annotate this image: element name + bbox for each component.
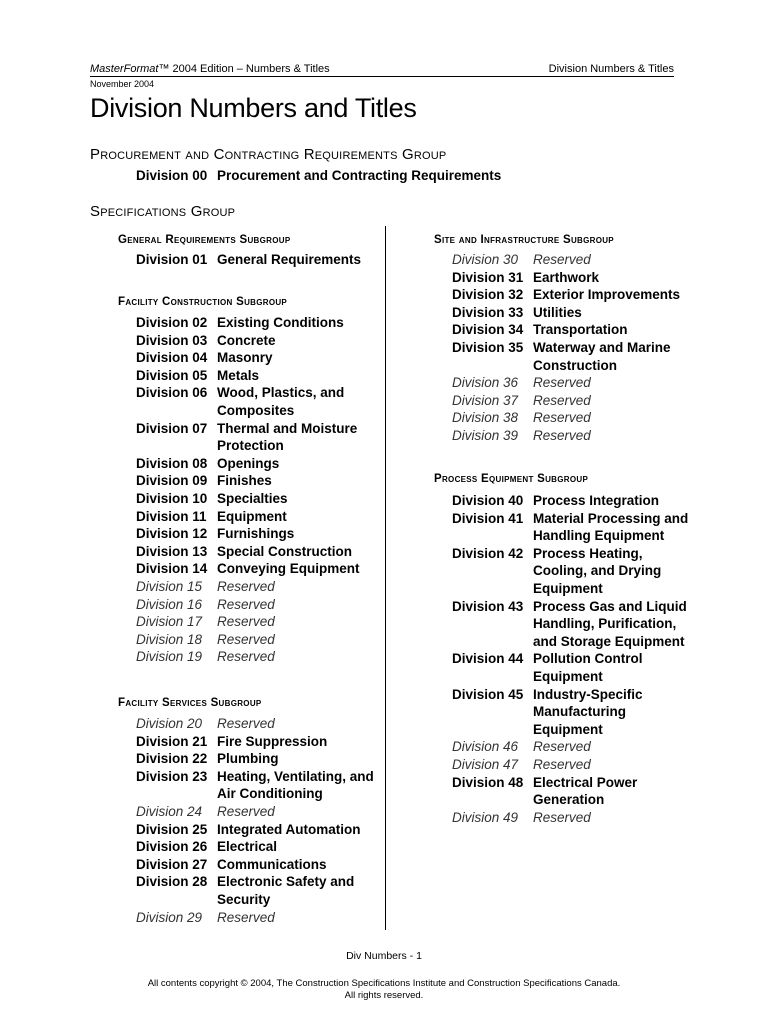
division-number: Division 48 [452,774,524,790]
division-row [136,490,376,508]
division-title: Utilities [533,304,582,320]
division-number: Division 11 [136,508,207,524]
division-number: Division 35 [452,340,524,355]
division-title: Electronic Safety and [217,874,355,890]
subgroup-heading-facility-services: Facility Services Subgroup [118,697,262,709]
division-row [136,596,376,614]
division-row [452,510,692,545]
division-row [136,648,376,666]
division-title: Composites [217,402,295,418]
division-title: Pollution Control [533,651,643,667]
division-number: Division 38 [452,410,519,426]
division-title: Process Gas and Liquid [533,598,687,614]
division-number: Division 02 [136,315,208,330]
division-title: General Requirements [217,252,362,267]
division-row [136,251,376,269]
page-title: Division Numbers and Titles [90,93,417,123]
header-section-title: Division Numbers & Titles [548,63,674,75]
division-number: Division 14 [136,561,208,577]
division-title: Transportation [533,322,628,338]
division-title: Waterway and Marine [533,340,671,355]
division-row [452,286,692,304]
division-row [136,613,376,631]
division-row [452,756,692,774]
division-number: Division 34 [452,322,524,338]
division-title: Protection [217,438,284,454]
division-number: Division 46 [452,739,519,755]
division-title: Reserved [217,649,275,665]
division-row [452,774,692,809]
division-number: Division 26 [136,839,208,855]
division-title: Openings [217,455,280,471]
division-title: Reserved [533,392,591,408]
division-row [452,409,692,427]
division-row [136,314,376,332]
header-date: November 2004 [90,79,155,89]
division-title: Fire Suppression [217,733,328,749]
division-title: Conveying Equipment [217,561,360,577]
division-title: Reserved [533,757,591,772]
division-number: Division 21 [136,733,208,749]
division-title: Reserved [217,579,275,594]
division-title: Construction [533,357,617,373]
division-title: Finishes [217,473,272,489]
division-row [136,455,376,473]
division-title: Metals [217,367,260,383]
division-title: Equipment [217,508,287,524]
division-number: Division 36 [452,375,519,391]
division-number: Division 28 [136,874,208,890]
division-title: Electrical [217,839,278,855]
division-row [136,821,376,839]
column-divider [385,226,386,930]
division-title: Equipment [533,668,603,684]
division-title: Reserved [533,809,591,825]
division-title: Reserved [217,909,275,925]
division-title: Procurement and Contracting Requirements [217,168,502,183]
division-title: Plumbing [217,751,279,767]
division-title: Handling, Purification, [533,616,677,632]
division-number: Division 16 [136,596,203,612]
division-number: Division 37 [452,392,519,408]
division-number: Division 30 [452,252,519,267]
division-number: Division 18 [136,631,203,647]
division-title: Process Heating, [533,545,643,561]
division-title: Existing Conditions [217,315,344,330]
header-rule [90,76,674,77]
division-title: Security [217,891,271,907]
division-title: Reserved [217,631,275,647]
division-title: Reserved [533,252,591,267]
division-row [136,349,376,367]
division-title: Masonry [217,350,273,366]
division-number: Division 12 [136,526,208,542]
division-row [452,598,692,651]
division-row [452,650,692,685]
division-number: Division 03 [136,332,208,348]
division-row [136,856,376,874]
division-title: Electrical Power [533,774,638,790]
division-row [136,560,376,578]
division-number: Division 07 [136,420,208,436]
division-number: Division 27 [136,856,208,872]
rights-line: All rights reserved. [344,990,424,1001]
division-row [136,578,376,596]
division-row [452,374,692,392]
division-title: Process Integration [533,493,660,508]
division-row [136,472,376,490]
division-number: Division 47 [452,757,519,772]
division-title: Equipment [533,580,603,596]
division-title: Specialties [217,491,288,506]
division-row [136,420,376,455]
division-row [136,838,376,856]
copyright-line: All contents copyright © 2004, The Construction Specifications Institute and Construction Specifications Canada. [147,978,621,989]
division-title: Reserved [217,614,275,630]
division-row [136,803,376,821]
division-number: Division 13 [136,543,208,559]
division-row [452,392,692,410]
header-edition-text: 2004 Edition – Numbers & Titles [169,63,330,75]
division-number: Division 41 [452,510,524,526]
header-edition [90,63,330,75]
division-row [136,631,376,649]
copyright-notice [0,978,768,1002]
division-title: Thermal and Moisture [217,420,358,436]
division-row [136,367,376,385]
division-number: Division 44 [452,651,524,667]
division-number: Division 22 [136,751,208,767]
division-title: Concrete [217,332,276,348]
division-title: Material Processing and [533,510,689,526]
division-title: Special Construction [217,543,353,559]
division-number: Division 23 [136,768,208,784]
division-number: Division 39 [452,428,519,443]
division-title: Handling Equipment [533,528,665,544]
division-row [136,768,376,803]
group-heading-procurement: Procurement and Contracting Requirements Group [90,146,447,163]
division-row [136,508,376,526]
division-row [452,251,692,269]
division-number: Division 25 [136,821,208,837]
division-number: Division 01 [136,252,208,267]
division-row [452,269,692,287]
group-heading-specifications: Specifications Group [90,203,236,220]
division-title: Cooling, and Drying [533,563,662,579]
division-title: Industry-Specific [533,686,643,702]
division-row [136,332,376,350]
division-title: Reserved [217,804,275,819]
division-row [136,167,502,185]
division-number: Division 05 [136,367,208,383]
division-number: Division 40 [452,493,524,508]
division-number: Division 45 [452,686,524,702]
division-number: Division 19 [136,649,203,665]
division-row [136,750,376,768]
division-title: and Storage Equipment [533,633,685,649]
subgroup-heading-general: General Requirements Subgroup [118,234,291,246]
division-number: Division 20 [136,716,203,731]
division-row [452,427,692,445]
division-title: Heating, Ventilating, and [217,768,374,784]
division-title: Communications [217,856,327,872]
subgroup-heading-facility-construction: Facility Construction Subgroup [118,296,288,308]
subgroup-heading-process-equipment: Process Equipment Subgroup [434,473,589,485]
division-title: Exterior Improvements [533,287,681,303]
division-number: Division 24 [136,804,203,819]
division-title: Generation [533,792,605,808]
division-row [452,339,692,374]
division-row [452,686,692,739]
division-title: Wood, Plastics, and [217,385,345,401]
division-number: Division 32 [452,287,524,303]
division-title: Reserved [533,739,591,755]
division-row [452,492,692,510]
division-row [136,715,376,733]
division-row [452,545,692,598]
division-number: Division 15 [136,579,203,594]
division-number: Division 17 [136,614,203,630]
division-row [452,809,692,827]
division-row [136,733,376,751]
division-number: Division 00 [136,168,208,183]
division-number: Division 42 [452,545,524,561]
division-title: Reserved [217,716,275,731]
division-number: Division 29 [136,909,203,925]
division-title: Earthwork [533,269,600,285]
division-row [452,738,692,756]
division-row [136,384,376,419]
division-number: Division 06 [136,385,208,401]
division-title: Manufacturing [533,704,626,720]
division-title: Reserved [533,428,591,443]
division-title: Reserved [533,375,591,391]
division-title: Equipment [533,721,603,737]
division-title: Reserved [533,410,591,426]
division-number: Division 10 [136,491,208,506]
division-row [452,304,692,322]
page-number: Div Numbers - 1 [346,950,422,962]
division-number: Division 04 [136,350,208,366]
division-number: Division 43 [452,598,524,614]
division-title: Furnishings [217,526,295,542]
division-number: Division 31 [452,269,524,285]
division-number: Division 33 [452,304,524,320]
division-row [136,525,376,543]
division-number: Division 08 [136,455,208,471]
division-row [136,873,376,908]
division-title: Integrated Automation [217,821,361,837]
division-row [452,321,692,339]
header-brand: MasterFormat™ [90,63,170,75]
subgroup-heading-site-infrastructure: Site and Infrastructure Subgroup [434,234,614,246]
division-title: Air Conditioning [217,786,323,802]
division-number: Division 49 [452,809,519,825]
division-number: Division 09 [136,473,208,489]
division-row [136,909,376,927]
division-title: Reserved [217,596,275,612]
division-row [136,543,376,561]
